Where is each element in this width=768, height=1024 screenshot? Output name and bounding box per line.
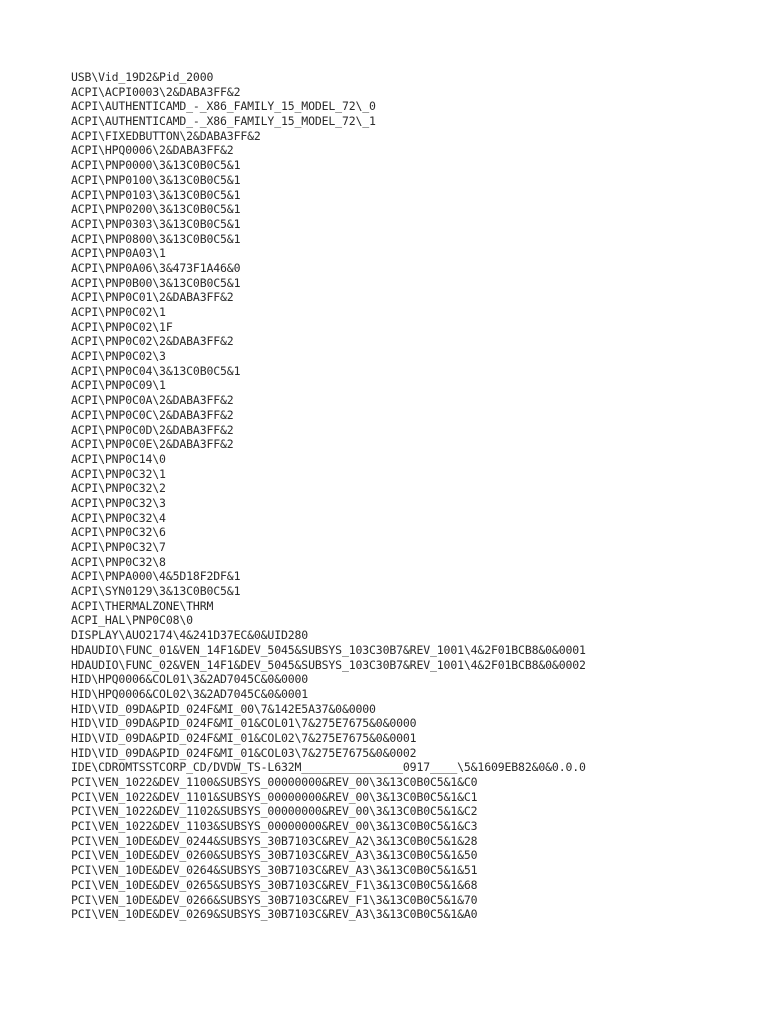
device-id-line: PCI\VEN_1022&DEV_1100&SUBSYS_00000000&REV_00\3&13C0B0C5&1&C0 xyxy=(71,775,478,789)
device-id-line: ACPI\PNP0C09\1 xyxy=(71,378,166,393)
device-id-line: HID\HPQ0006&COL01\3&2AD7045C&0&0000 xyxy=(71,672,309,687)
device-id-line: ACPI\HPQ0006\2&DABA3FF&2 xyxy=(71,143,234,158)
device-id-list xyxy=(71,70,751,922)
device-id-line: ACPI\PNP0C32\8 xyxy=(71,554,166,569)
device-id-line: ACPI\SYN0129\3&13C0B0C5&1 xyxy=(71,584,241,599)
device-id-line: ACPI_HAL\PNP0C08\0 xyxy=(71,613,193,628)
device-id-line: ACPI\FIXEDBUTTON\2&DABA3FF&2 xyxy=(71,128,261,143)
device-id-line: ACPI\PNP0000\3&13C0B0C5&1 xyxy=(71,158,241,173)
device-id-line: ACPI\PNP0C0C\2&DABA3FF&2 xyxy=(71,407,234,422)
device-id-line: ACPI\PNP0103\3&13C0B0C5&1 xyxy=(71,187,241,202)
device-id-line: PCI\VEN_10DE&DEV_0269&SUBSYS_30B7103C&REV_A3\3&13C0B0C5&1&A0 xyxy=(71,907,478,922)
device-id-line: ACPI\PNP0100\3&13C0B0C5&1 xyxy=(71,172,241,187)
device-id-line: ACPI\PNP0200\3&13C0B0C5&1 xyxy=(71,202,241,217)
device-id-line: ACPI\PNP0A06\3&473F1A46&0 xyxy=(71,260,241,275)
device-id-line: DISPLAY\AUO2174\4&241D37EC&0&UID280 xyxy=(71,628,309,643)
device-id-line: PCI\VEN_10DE&DEV_0264&SUBSYS_30B7103C&REV_A3\3&13C0B0C5&1&51 xyxy=(71,863,478,878)
device-id-line: ACPI\PNP0C14\0 xyxy=(71,451,166,466)
device-id-line: HID\VID_09DA&PID_024F&MI_01&COL01\7&275E7675&0&0000 xyxy=(71,716,417,731)
device-id-line: ACPI\THERMALZONE\THRM xyxy=(71,598,214,613)
device-id-line: PCI\VEN_10DE&DEV_0266&SUBSYS_30B7103C&REV_F1\3&13C0B0C5&1&70 xyxy=(71,892,478,907)
device-id-line: ACPI\PNP0C02\3 xyxy=(71,349,166,364)
device-id-line: ACPI\AUTHENTICAMD_-_X86_FAMILY_15_MODEL_72\_0 xyxy=(71,99,376,114)
device-id-line: ACPI\PNP0303\3&13C0B0C5&1 xyxy=(71,216,241,231)
device-id-line: ACPI\PNP0C32\6 xyxy=(71,525,166,540)
device-id-line: ACPI\PNP0C32\4 xyxy=(71,510,166,525)
device-id-line: ACPI\PNP0C0A\2&DABA3FF&2 xyxy=(71,393,234,408)
device-id-line: ACPI\PNP0C02\1 xyxy=(71,305,166,319)
device-id-line: ACPI\PNP0C0E\2&DABA3FF&2 xyxy=(71,437,234,452)
device-id-line: ACPI\PNP0C32\2 xyxy=(71,481,166,496)
device-id-line: ACPI\AUTHENTICAMD_-_X86_FAMILY_15_MODEL_72\_1 xyxy=(71,114,376,129)
device-id-line: ACPI\PNP0C02\2&DABA3FF&2 xyxy=(71,334,234,349)
device-id-line: ACPI\PNP0C32\3 xyxy=(71,495,166,510)
device-id-line: ACPI\PNP0C01\2&DABA3FF&2 xyxy=(71,290,234,305)
device-id-line: HID\HPQ0006&COL02\3&2AD7045C&0&0001 xyxy=(71,686,309,701)
device-id-line: PCI\VEN_10DE&DEV_0265&SUBSYS_30B7103C&REV_F1\3&13C0B0C5&1&68 xyxy=(71,877,478,892)
device-id-line: ACPI\PNP0C32\1 xyxy=(71,466,166,481)
device-id-line: ACPI\PNP0C32\7 xyxy=(71,540,166,554)
device-id-line: ACPI\PNP0800\3&13C0B0C5&1 xyxy=(71,231,241,246)
device-id-line: ACPI\PNP0C04\3&13C0B0C5&1 xyxy=(71,363,241,378)
device-id-line: ACPI\PNP0A03\1 xyxy=(71,246,166,261)
device-id-line: HID\VID_09DA&PID_024F&MI_01&COL02\7&275E7675&0&0001 xyxy=(71,730,417,745)
device-id-line: HID\VID_09DA&PID_024F&MI_00\7&142E5A37&0&0000 xyxy=(71,701,376,716)
device-id-line: ACPI\ACPI0003\2&DABA3FF&2 xyxy=(71,84,241,99)
device-id-line: PCI\VEN_10DE&DEV_0244&SUBSYS_30B7103C&REV_A2\3&13C0B0C5&1&28 xyxy=(71,833,478,848)
device-id-line: HDAUDIO\FUNC_02&VEN_14F1&DEV_5045&SUBSYS_103C30B7&REV_1001\4&2F01BCB8&0&0002 xyxy=(71,657,586,672)
device-id-line: PCI\VEN_1022&DEV_1101&SUBSYS_00000000&REV_00\3&13C0B0C5&1&C1 xyxy=(71,789,478,804)
device-id-line: HID\VID_09DA&PID_024F&MI_01&COL03\7&275E7675&0&0002 xyxy=(71,745,417,760)
device-id-line: ACPI\PNP0C02\1F xyxy=(71,319,173,334)
device-id-line: IDE\CDROMTSSTCORP_CD/DVDW_TS-L632M_______________0917____\5&1609EB82&0&0.0.0 xyxy=(71,760,586,775)
device-id-line: HDAUDIO\FUNC_01&VEN_14F1&DEV_5045&SUBSYS_103C30B7&REV_1001\4&2F01BCB8&0&0001 xyxy=(71,642,586,657)
device-id-line: PCI\VEN_1022&DEV_1102&SUBSYS_00000000&REV_00\3&13C0B0C5&1&C2 xyxy=(71,804,478,819)
device-id-line: PCI\VEN_10DE&DEV_0260&SUBSYS_30B7103C&REV_A3\3&13C0B0C5&1&50 xyxy=(71,848,478,863)
device-id-line: ACPI\PNP0B00\3&13C0B0C5&1 xyxy=(71,275,241,290)
device-id-line: ACPI\PNP0C0D\2&DABA3FF&2 xyxy=(71,422,234,437)
device-id-line: ACPI\PNPA000\4&5D18F2DF&1 xyxy=(71,569,241,584)
device-id-line: PCI\VEN_1022&DEV_1103&SUBSYS_00000000&REV_00\3&13C0B0C5&1&C3 xyxy=(71,819,478,834)
device-id-line: USB\Vid_19D2&Pid_2000 xyxy=(71,70,214,84)
